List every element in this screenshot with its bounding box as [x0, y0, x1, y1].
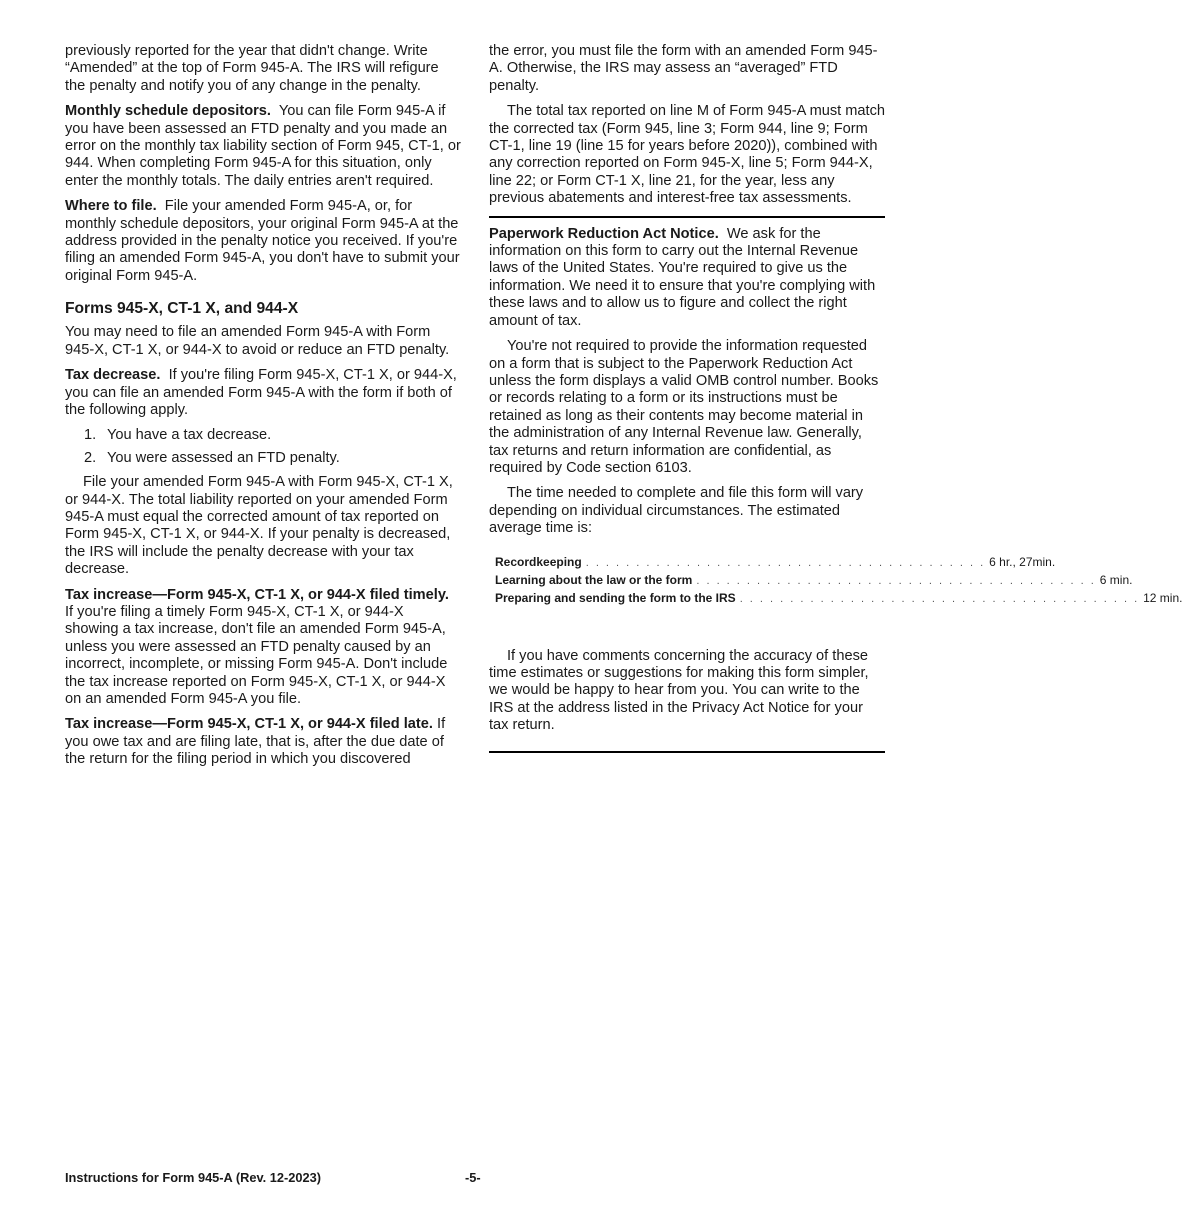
- list-text: You have a tax decrease.: [107, 427, 272, 444]
- list-number: 2.: [84, 449, 97, 466]
- time-label: Recordkeeping: [495, 554, 582, 569]
- list-text: You were assessed an FTD penalty.: [107, 449, 340, 466]
- file-amended-paragraph: File your amended Form 945-A with Form 945-X, CT-1 X, or 944-X. The total liability reported on your amended Form 945-A must equal the corrected amount of tax reported on Form 945-X, CT-1 X, or 944-X. If your penalty is decreased, the IRS will include the penalty decrease with your tax decrease.: [65, 474, 453, 578]
- time-value: 12 min.: [1143, 590, 1182, 605]
- where-to-file-paragraph: [65, 198, 461, 285]
- time-estimate-table: [495, 554, 1182, 608]
- leader-dots: . . . . . . . . . . . . . . . . . . . . . . . . . . . . . . . . . . . . . . . .: [696, 574, 1096, 587]
- footer-form-title: Instructions for Form 945-A (Rev. 12-2023): [65, 1170, 322, 1185]
- table-row: [495, 554, 1056, 572]
- tax-increase-timely-paragraph: [65, 587, 461, 709]
- tax-decrease-paragraph: [65, 367, 461, 419]
- table-row: [495, 572, 1133, 590]
- leader-dots: . . . . . . . . . . . . . . . . . . . . . . . . . . . . . . . . . . . . . . . .: [585, 556, 986, 569]
- list-item: [65, 450, 461, 467]
- monthly-schedule-paragraph: [65, 103, 461, 190]
- monthly-schedule-heading: Monthly schedule depositors.: [65, 103, 271, 120]
- time-value: 6 min.: [1099, 572, 1133, 587]
- comments-paragraph: If you have comments concerning the accuracy of these time estimates or suggestions for making this form simpler, we would be happy to hear from you. You can write to the IRS at the address listed in the Privacy Act Notice for your tax return.: [489, 647, 869, 734]
- tax-increase-late-paragraph: [65, 716, 461, 768]
- section-divider: [489, 216, 885, 218]
- total-tax-paragraph: The total tax reported on line M of Form 945-A must match the corrected tax (Form 945, line 3; Form 944, line 9; Form CT-1, line 19 (line 15 for years before 2020)), combined with any correction reported on Form 945-X, line 5; Form 944-X, line 22; or Form CT-1 X, line 21, for the year, less any previous abatements and interest-free tax assessments.: [489, 103, 885, 207]
- tax-decrease-text: If you're filing Form 945-X, CT-1 X, or 944-X, you can file an amended Form 945-A with the form if both of the following apply.: [65, 367, 457, 418]
- section-heading: Forms 945-X, CT-1 X, and 944-X: [65, 300, 299, 318]
- page-number: -5-: [465, 1170, 481, 1185]
- continued-paragraph: the error, you must file the form with an amended Form 945-A. Otherwise, the IRS may assess an “averaged” FTD penalty.: [489, 43, 878, 94]
- tax-decrease-heading: Tax decrease.: [65, 367, 161, 384]
- not-required-paragraph: You're not required to provide the information requested on a form that is subject to the Paperwork Reduction Act unless the form displays a valid OMB control number. Books or records relating to a form or its instructions must be retained as long as their contents may become material in the administration of any Internal Revenue law. Generally, tax returns and return information are confidential, as required by Code section 6103.: [489, 338, 879, 476]
- paperwork-paragraph: [489, 226, 885, 330]
- tax-increase-late-text: If you owe tax and are filing late, that is, after the due date of the return for the filing period in which you discovered: [65, 716, 446, 768]
- leader-dots: . . . . . . . . . . . . . . . . . . . . . . . . . . . . . . . . . . . . . . . .: [739, 592, 1140, 605]
- conditions-list: [65, 427, 461, 467]
- list-number: 1.: [84, 427, 97, 444]
- where-to-file-text: File your amended Form 945-A, or, for monthly schedule depositors, your original Form 945-A at the address provided in the penalty notice you received. If you're filing an amended Form 945-A, you don't have to submit your original Form 945-A.: [65, 198, 460, 284]
- time-label: Preparing and sending the form to the IRS: [495, 590, 736, 605]
- time-needed-paragraph: The time needed to complete and file this form will vary depending on individual circumstances. The estimated average time is:: [489, 485, 864, 537]
- time-value: 6 hr., 27min.: [989, 554, 1056, 569]
- tax-increase-timely-heading: Tax increase—Form 945-X, CT-1 X, or 944-X filed timely.: [65, 586, 449, 603]
- section-intro: You may need to file an amended Form 945-A with Form 945-X, CT-1 X, or 944-X to avoid or reduce an FTD penalty.: [65, 324, 450, 358]
- paperwork-text: We ask for the information on this form to carry out the Internal Revenue laws of the United States. You're required to give us the information. We need it to ensure that you're complying with these laws and to allow us to figure and collect the right amount of tax.: [489, 225, 876, 329]
- tax-increase-timely-text: If you're filing a timely Form 945-X, CT-1 X, or 944-X showing a tax increase, don't file an amended Form 945-A, unless you were assessed an FTD penalty caused by an incorrect, incomplete, or missing Form 945-A. Don't include the tax increase reported on Form 945-X, CT-1 X, or 944-X on an amended Form 945-A you file.: [65, 603, 448, 707]
- paperwork-heading: Paperwork Reduction Act Notice.: [489, 225, 719, 242]
- monthly-schedule-text: You can file Form 945-A if you have been assessed an FTD penalty and you made an error on the monthly tax liability section of Form 945, CT-1, or 944. When completing Form 945-A for this situation, only enter the monthly totals. The daily entries aren't required.: [65, 103, 461, 189]
- continued-paragraph: previously reported for the year that didn't change. Write “Amended” at the top of Form 945-A. The IRS will refigure the penalty and notify you of any change in the penalty.: [65, 43, 439, 94]
- section-divider: [489, 751, 885, 753]
- where-to-file-heading: Where to file.: [65, 198, 157, 215]
- table-row: [495, 590, 1182, 608]
- right-column: [489, 43, 1182, 753]
- time-label: Learning about the law or the form: [495, 572, 693, 587]
- list-item: [65, 427, 461, 444]
- left-column: [65, 43, 461, 777]
- tax-increase-late-heading: Tax increase—Form 945-X, CT-1 X, or 944-X filed late.: [65, 716, 433, 733]
